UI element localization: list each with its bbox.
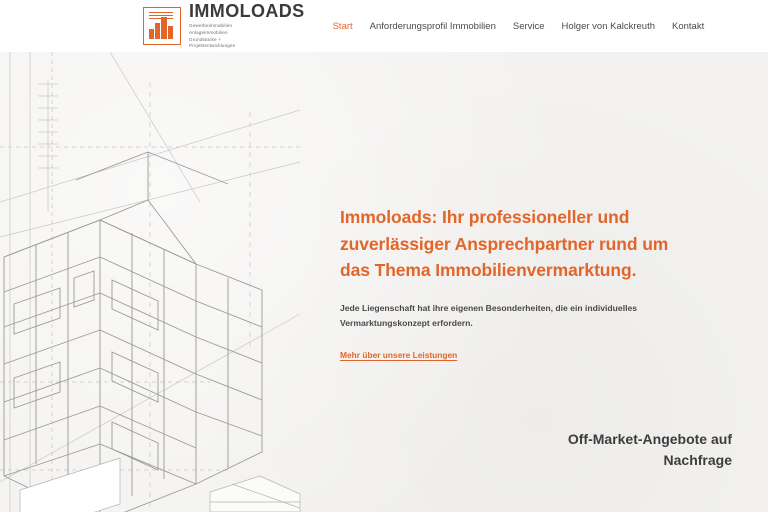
- immoloads-building-logo-icon: [143, 7, 181, 45]
- nav-item-start[interactable]: Start: [332, 20, 353, 32]
- hero-subtitle: Jede Liegenschaft hat ihre eigenen Besonderheiten, die ein individuelles Vermarktungskonzept erfordern.: [340, 302, 638, 328]
- brand-subtitle: [189, 23, 305, 50]
- brand-subtitle-line: Anlageimmobilien: [189, 29, 228, 35]
- nav-item-anforderungsprofil[interactable]: Anforderungsprofil Immobilien: [369, 20, 496, 32]
- hero-copy: [340, 204, 670, 363]
- off-market-callout: Off-Market-Angebote auf Nachfrage: [567, 430, 732, 469]
- hero-services-link[interactable]: Mehr über unsere Leistungen: [340, 349, 458, 360]
- architectural-blueprint-illustration-icon: [0, 52, 340, 512]
- hero-title: Immoloads: Ihr professioneller und zuverlässiger Ansprechpartner rund um das Thema Immobilienvermarktung.: [340, 207, 669, 281]
- brand-name: IMMOLOADS: [189, 1, 305, 22]
- nav-item-kontakt[interactable]: Kontakt: [672, 20, 705, 32]
- hero-section: [0, 52, 768, 512]
- main-navigation: [333, 21, 705, 32]
- site-header: [0, 0, 768, 52]
- nav-item-holger-von-kalckreuth[interactable]: Holger von Kalckreuth: [561, 20, 656, 32]
- brand-logo[interactable]: [143, 2, 305, 50]
- brand-subtitle-line: Grundstücke +: [189, 36, 221, 42]
- brand-text: [189, 2, 305, 50]
- brand-subtitle-line: Gewerbeimmobilien: [189, 23, 233, 29]
- brand-subtitle-line: Projektentwicklungen: [189, 43, 236, 49]
- nav-item-service[interactable]: Service: [512, 20, 545, 32]
